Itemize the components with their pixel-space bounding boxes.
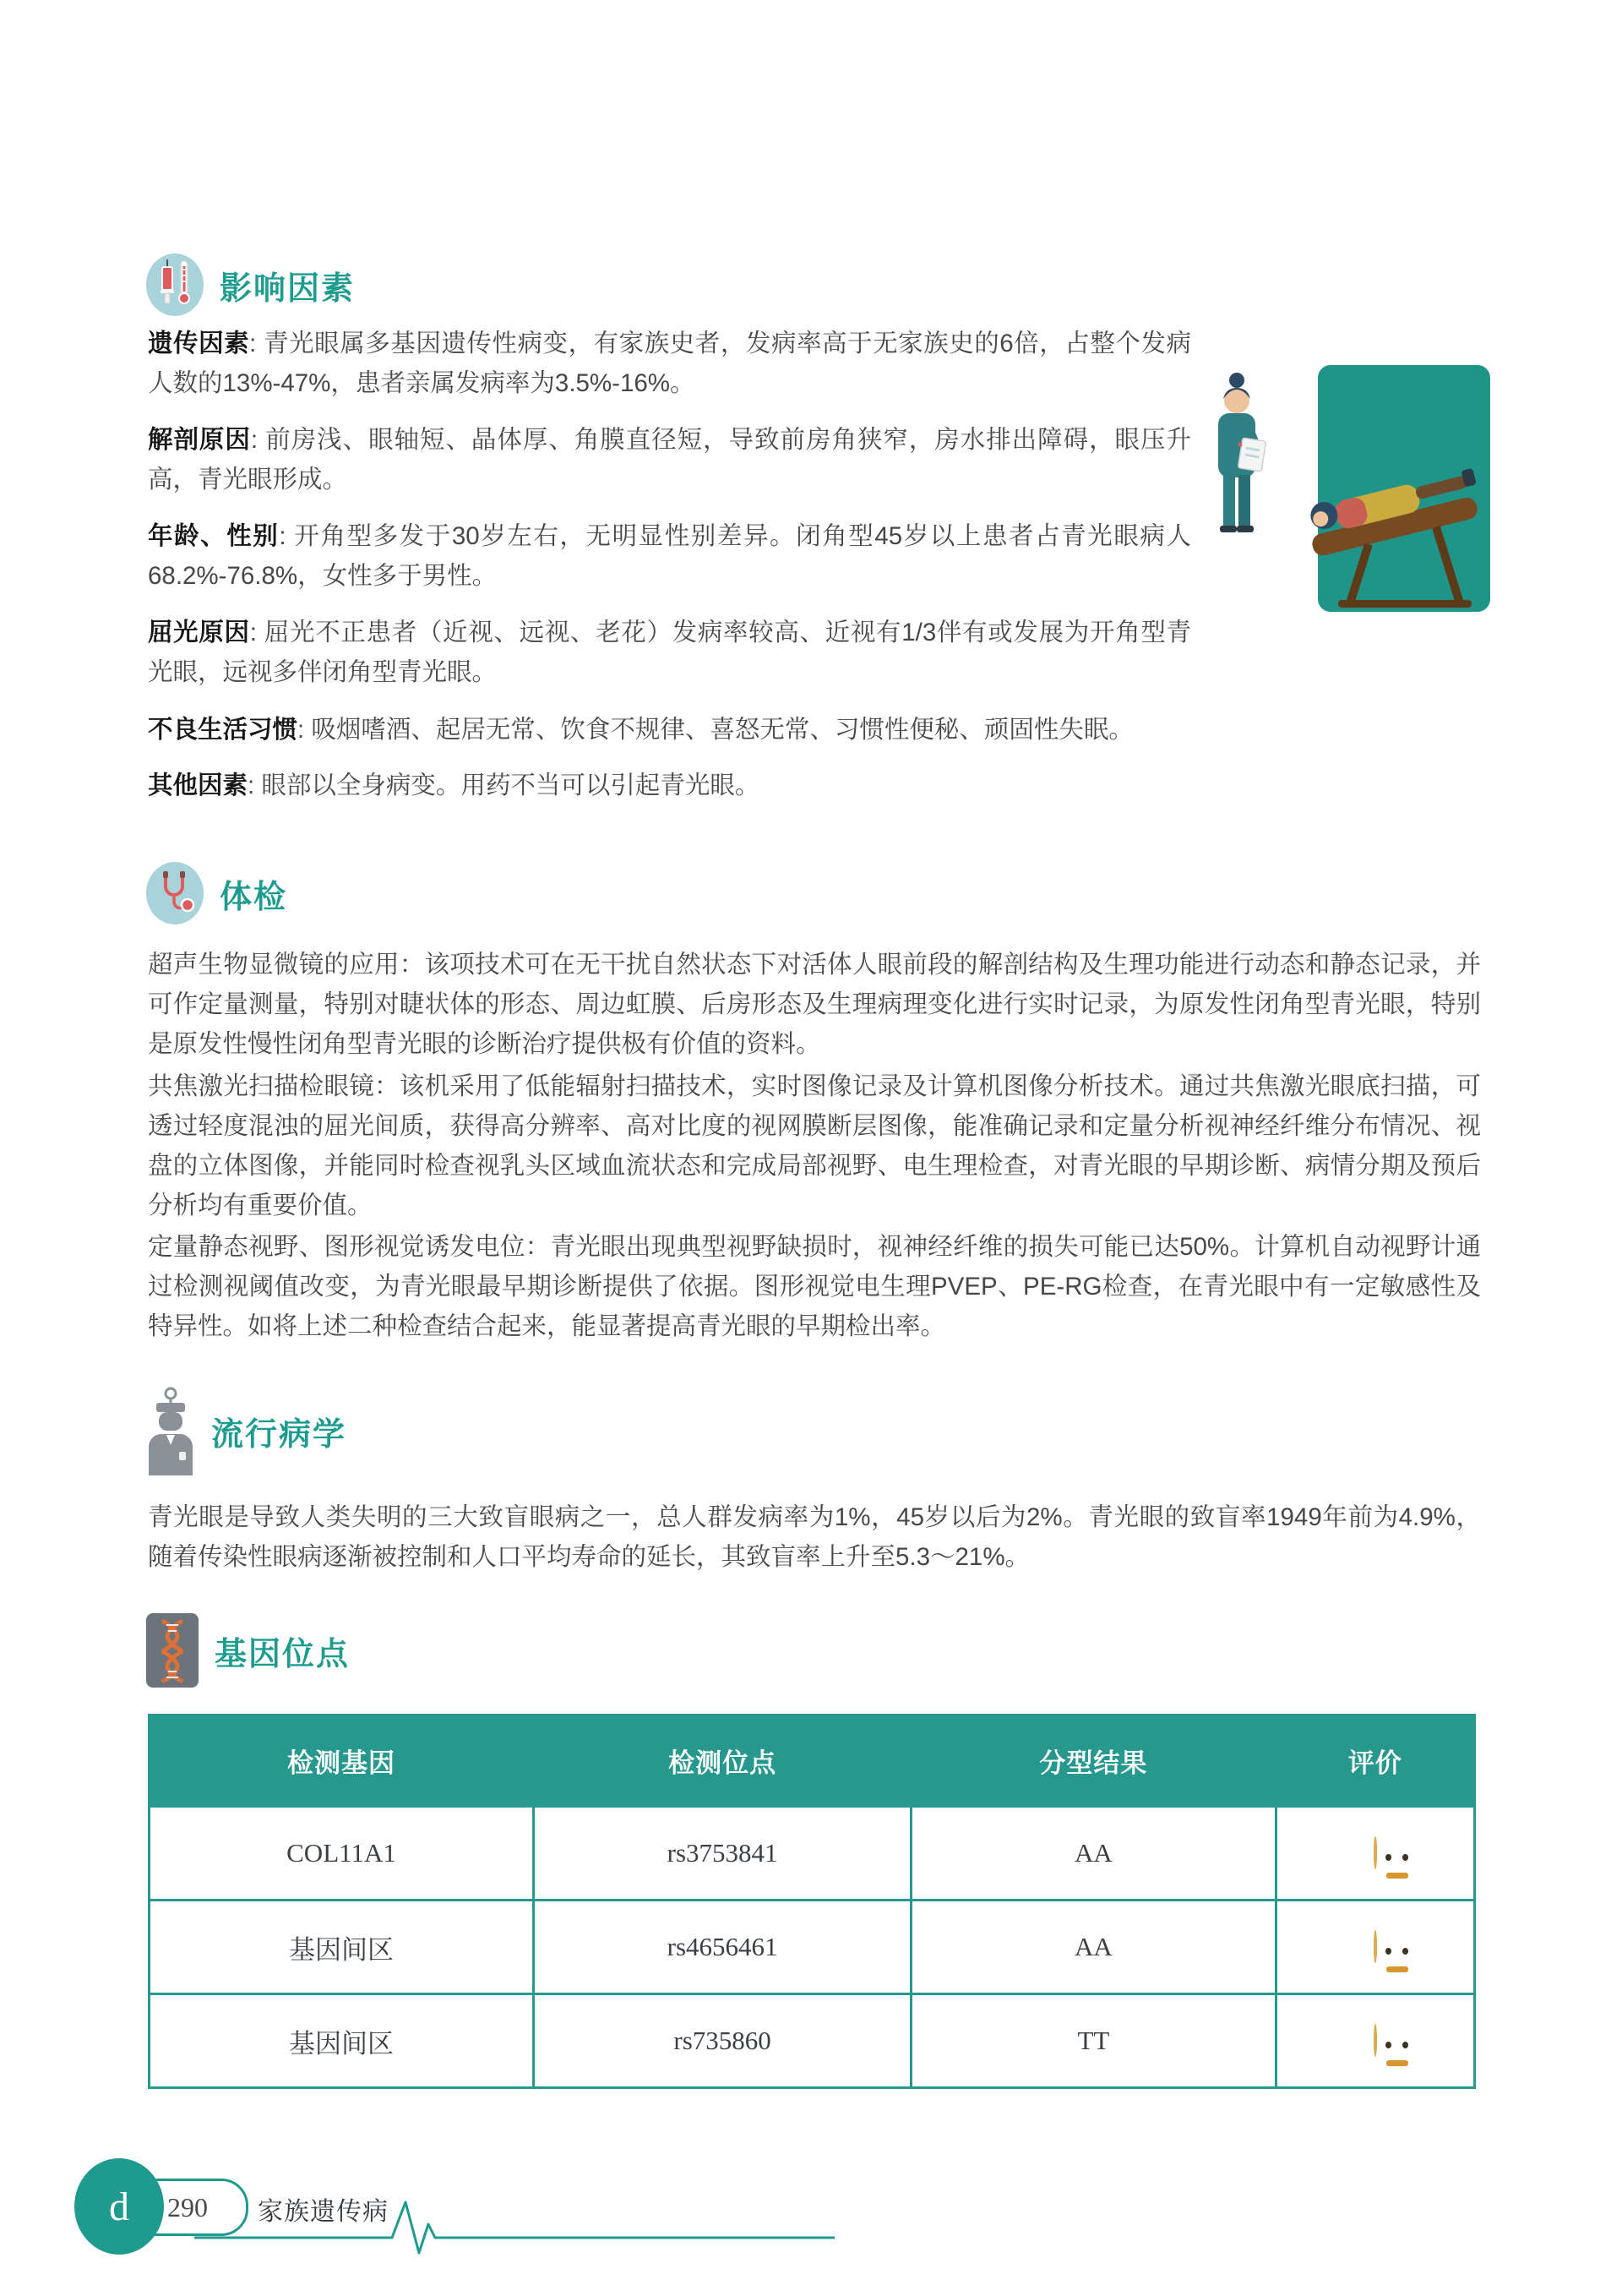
evaluation-cell <box>1276 1994 1474 2088</box>
table-row <box>150 1901 1475 1994</box>
paragraph-text: : 屈光不正患者（近视、远视、老花）发病率较高、近视有1/3伴有或发展为开角型青光眼，远视多伴闭角型青光眼。 <box>148 619 1191 686</box>
paragraph-confocal-laser: 共焦激光扫描检眼镜：该机采用了低能辐射扫描技术，实时图像记录及计算机图像分析技术。通过共焦激光眼底扫描，可透过轻度混浊的屈光间质，获得高分辨率、高对比度的视网膜断层图像，能准确记录和定量分析视神经纤维分布情况、视盘的立体图像，并能同时检查视乳头区域血流状态和完成局部视野、电生理检查，对青光眼的早期诊断、病情分期及预后分析均有重要价值。 <box>148 1072 1481 1219</box>
gene-cell: COL11A1 <box>150 1807 534 1901</box>
paragraph-age-gender <box>148 516 1191 596</box>
locus-cell: rs735860 <box>534 1994 912 2088</box>
paragraph-label: 解剖原因 <box>148 426 251 454</box>
evaluation-cell <box>1276 1807 1474 1901</box>
paragraph-label: 屈光原因 <box>148 619 250 646</box>
evaluation-cell <box>1276 1901 1474 1994</box>
paragraph-text: : 吸烟嗜酒、起居无常、饮食不规律、喜怒无常、习惯性便秘、顽固性失眠。 <box>297 716 1134 744</box>
section-header-checkup <box>145 847 287 940</box>
paragraph-label: 其他因素 <box>148 772 248 799</box>
paragraph-text: : 前房浅、眼轴短、晶体厚、角膜直径短，导致前房角狭窄，房水排出障碍，眼压升高，青光眼形成。 <box>148 426 1191 494</box>
paragraph-text: : 青光眼属多基因遗传性病变，有家族史者，发病率高于无家族史的6倍，占整个发病人数的13%-47%，患者亲属发病率为3.5%-16%。 <box>148 330 1191 397</box>
genotype-cell: AA <box>912 1807 1276 1901</box>
paragraph-label: 不良生活习惯 <box>148 716 298 744</box>
paragraph-visual-field: 定量静态视野、图形视觉诱发电位：青光眼出现典型视野缺损时，视神经纤维的损失可能已达50%。计算机自动视野计通过检测视阈值改变，为青光眼最早期诊断提供了依据。图形视觉电生理PVEP、PE-RG检查，在青光眼中有一定敏感性及特异性。如将上述二种检查结合起来，能显著提高青光眼的早期检出率。 <box>148 1233 1481 1340</box>
footer-section-label: 家族遗传病 <box>258 2198 389 2226</box>
section-header-factors <box>145 238 355 331</box>
gene-cell: 基因间区 <box>150 1994 534 2088</box>
neutral-face-icon <box>1374 1836 1377 1869</box>
paragraph-ubm: 超声生物显微镜的应用：该项技术可在无干扰自然状态下对活体人眼前段的解剖结构及生理功能进行动态和静态记录，并可作定量测量，特别对睫状体的形态、周边虹膜、后房形态及生理病理变化进行实时记录，为原发性闭角型青光眼，特别是原发性慢性闭角型青光眼的诊断治疗提供极有价值的资料。 <box>148 951 1481 1058</box>
paragraph-anatomy <box>148 420 1191 499</box>
page-number: 290 <box>167 2191 208 2222</box>
locus-cell: rs4656461 <box>534 1901 912 1994</box>
dna-icon <box>145 1612 199 1688</box>
table-header-row <box>150 1715 1475 1807</box>
section-title-epidemiology: 流行病学 <box>211 1416 347 1453</box>
section-header-gene-loci <box>145 1604 350 1697</box>
col-header-locus: 检测位点 <box>534 1715 912 1807</box>
col-header-gene: 检测基因 <box>150 1715 534 1807</box>
paragraph-epidemiology: 青光眼是导致人类失明的三大致盲眼病之一，总人群发病率为1%，45岁以后为2%。青光眼的致盲率1949年前为4.9%，随着传染性眼病逐渐被控制和人口平均寿命的延长，其致盲率上升至5.3～21%。 <box>148 1503 1481 1571</box>
section-title-gene-loci: 基因位点 <box>215 1636 351 1672</box>
neutral-face-icon <box>1374 1930 1377 1963</box>
col-header-evaluation: 评价 <box>1276 1715 1474 1807</box>
edition-letter: d <box>109 2184 129 2229</box>
section-title-checkup: 体检 <box>220 879 288 915</box>
paragraph-text: : 开角型多发于30岁左右，无明显性别差异。闭角型45岁以上患者占青光眼病人68.2%-76.8%，女性多于男性。 <box>148 522 1191 590</box>
gene-cell: 基因间区 <box>150 1901 534 1994</box>
paragraph-label: 遗传因素 <box>148 330 250 357</box>
paragraph-other-factors <box>148 766 1191 805</box>
clinic-illustration <box>1184 365 1490 619</box>
paragraph-genetic-factor <box>148 324 1191 403</box>
syringe-thermometer-icon <box>145 253 204 317</box>
doctor-icon <box>145 1386 196 1475</box>
genotype-cell: AA <box>912 1901 1276 1994</box>
paragraph-bad-habits <box>148 710 1191 750</box>
table-row <box>150 1807 1475 1901</box>
col-header-genotype: 分型结果 <box>912 1715 1276 1807</box>
genotype-cell: TT <box>912 1994 1276 2088</box>
footer-edition-badge <box>74 2158 164 2255</box>
gene-loci-table <box>148 1714 1476 2089</box>
paragraph-refraction <box>148 613 1191 692</box>
paragraph-text: : 眼部以全身病变。用药不当可以引起青光眼。 <box>248 772 760 799</box>
stethoscope-icon <box>145 861 204 925</box>
paragraph-label: 年龄、性别 <box>148 522 280 550</box>
neutral-face-icon <box>1374 2024 1377 2057</box>
table-row <box>150 1994 1475 2088</box>
section-title-factors: 影响因素 <box>220 270 356 307</box>
locus-cell: rs3753841 <box>534 1807 912 1901</box>
section-header-epidemiology <box>145 1384 346 1477</box>
